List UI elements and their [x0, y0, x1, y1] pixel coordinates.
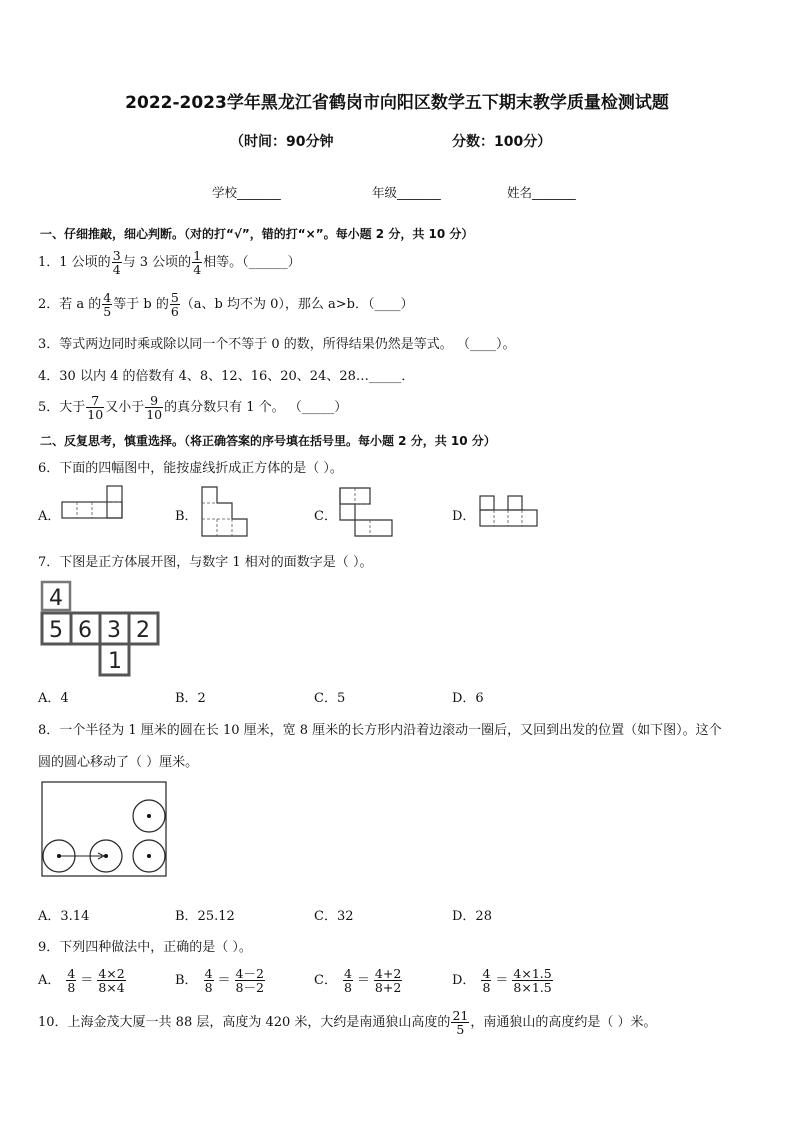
- exam-score: 分数：100分）: [452, 134, 552, 150]
- q5-fraction-1: $\frac{7}{10}$: [87, 393, 104, 422]
- q6-net-d: [480, 494, 540, 528]
- q1-fraction-1: $\frac{3}{4}$: [112, 248, 121, 277]
- q7-digit-2: 2: [136, 618, 150, 643]
- question-6: 6．下面的四幅图中，能按虚线折成正方体的是（ ）。: [38, 461, 343, 476]
- grade-field: 年级_______: [372, 185, 441, 200]
- question-2: [38, 287, 414, 323]
- q8-option-b: B．25.12: [175, 909, 235, 924]
- q7-digit-6: 6: [78, 618, 92, 643]
- q6-option-c-label: C．: [314, 509, 337, 524]
- q7-digit-1: 1: [108, 649, 122, 674]
- q2-fraction-2: $\frac{5}{6}$: [170, 290, 179, 319]
- q2-text-b: 等于 b 的: [113, 297, 169, 312]
- q10-fraction: $\frac{21}{5}$: [452, 1008, 469, 1037]
- question-8-line-2: 圆的圆心移动了（ ）厘米。: [38, 755, 199, 770]
- q5-text-b: 又小于: [105, 400, 145, 415]
- question-9: 9．下列四种做法中，正确的是（ ）。: [38, 940, 252, 955]
- q5-text-a: 5．大于: [38, 400, 86, 415]
- q2-text-c: （a、b 均不为 0），那么 a>b．（____）: [180, 297, 414, 312]
- q8-rectangle-figure: [40, 780, 170, 880]
- q7-option-c: C．5: [314, 691, 346, 706]
- q2-fraction-1: $\frac{4}{5}$: [103, 290, 112, 319]
- q5-text-c: 的真分数只有 1 个。 （_____）: [164, 400, 348, 415]
- q7-cube-net: [40, 580, 162, 680]
- q7-digit-4: 4: [49, 586, 63, 611]
- exam-time: （时间：90分钟: [230, 134, 334, 150]
- q6-option-d-label: D．: [452, 509, 476, 524]
- school-field: 学校_______: [212, 185, 281, 200]
- q1-text-c: 相等。（______）: [203, 255, 301, 270]
- q8-option-a: A．3.14: [38, 909, 90, 924]
- question-7: 7．下图是正方体展开图，与数字 1 相对的面数字是（ ）。: [38, 555, 373, 570]
- q6-net-c: [338, 486, 398, 538]
- q1-text-a: 1．1 公顷的: [38, 255, 111, 270]
- q8-option-d: D．28: [452, 909, 492, 924]
- question-10: [38, 1003, 656, 1043]
- q9-option-b: B． $\frac{4}{8}$ ＝ $\frac{4-2}{8-2}$: [175, 966, 264, 995]
- q6-option-b-label: B．: [175, 509, 198, 524]
- q7-digit-3: 3: [107, 618, 121, 643]
- q7-digit-5: 5: [49, 618, 63, 643]
- section-1-heading: 一、仔细推敲，细心判断。（对的打“√”，错的打“×”。每小题 2 分，共 10 分）: [40, 227, 474, 241]
- q2-text-a: 2．若 a 的: [38, 297, 102, 312]
- q9-option-c: C． $\frac{4}{8}$ ＝ $\frac{4+2}{8+2}$: [314, 966, 402, 995]
- q6-net-a: [62, 486, 124, 520]
- q7-option-a: A．4: [38, 691, 69, 706]
- q10-text-a: 10．上海金茂大厦一共 88 层，高度为 420 米，大约是南通狼山高度的: [38, 1015, 451, 1030]
- page-title: 2022-2023学年黑龙江省鹤岗市向阳区数学五下期末教学质量检测试题: [125, 93, 669, 113]
- q9-option-a: A． $\frac{4}{8}$ ＝ $\frac{4\times 2}{8\times 4}$: [38, 966, 125, 995]
- q9-option-d: D． $\frac{4}{8}$ ＝ $\frac{4\times 1.5}{8\times 1.5}$: [452, 966, 552, 995]
- q7-option-d: D．6: [452, 691, 484, 706]
- q1-text-b: 与 3 公顷的: [122, 255, 192, 270]
- q8-option-c: C．32: [314, 909, 354, 924]
- name-field: 姓名_______: [507, 185, 576, 200]
- q5-fraction-2: $\frac{9}{10}$: [146, 393, 163, 422]
- q6-net-b: [200, 486, 250, 538]
- question-5: [38, 390, 347, 426]
- q1-fraction-2: $\frac{1}{4}$: [193, 248, 202, 277]
- question-8-line-1: 8．一个半径为 1 厘米的圆在长 10 厘米，宽 8 厘米的长方形内沿着边滚动一圈后，又回到出发的位置（如下图）。这个: [38, 723, 722, 738]
- section-2-heading: 二、反复思考，慎重选择。（将正确答案的序号填在括号里。每小题 2 分，共 10 分）: [40, 434, 496, 448]
- q10-text-b: ，南通狼山的高度约是（ ）米。: [470, 1015, 657, 1030]
- q6-option-a-label: A．: [38, 509, 61, 524]
- question-4: 4．30 以内 4 的倍数有 4、8、12、16、20、24、28…_____．: [38, 369, 415, 384]
- q7-option-b: B．2: [175, 691, 206, 706]
- question-3: 3．等式两边同时乘或除以同一个不等于 0 的数，所得结果仍然是等式。 （____）。: [38, 337, 516, 352]
- question-1: [38, 245, 301, 281]
